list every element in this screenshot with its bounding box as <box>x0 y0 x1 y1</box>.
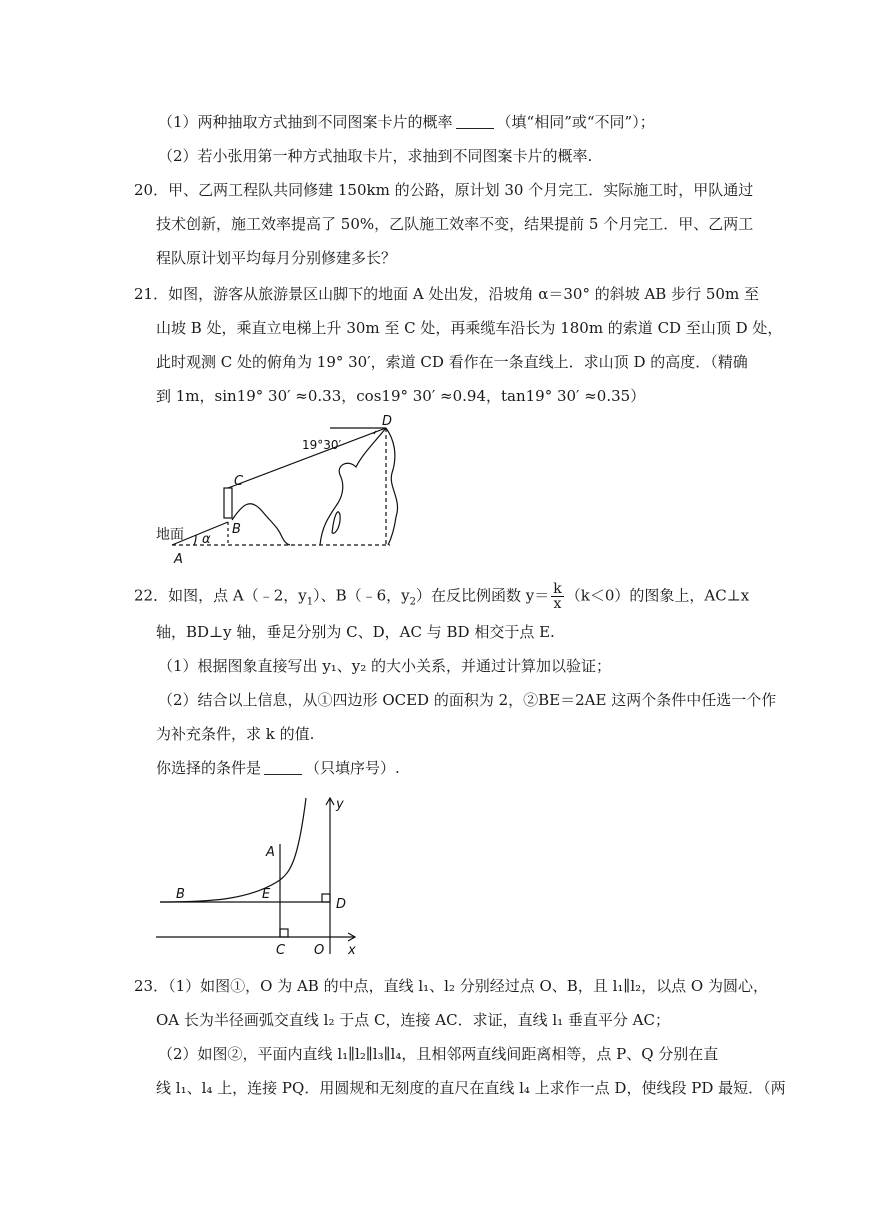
point-B-label: B <box>176 887 185 902</box>
q22-text-b: ）、B（﹣6，y <box>313 586 410 605</box>
q22-choice-text: 你选择的条件是 <box>156 759 262 777</box>
q21-line3: 此时观测 C 处的俯角为 19° 30′，索道 CD 看作在一条直线上．求山顶 D 的高度．（精确 <box>156 353 748 371</box>
fraction-denominator: x <box>553 596 562 612</box>
q20-line2: 技术创新，施工效率提高了 50%，乙队施工效率不变，结果提前 5 个月完工．甲、乙两工 <box>156 215 754 233</box>
q22-line3: （1）根据图象直接写出 y₁、y₂ 的大小关系，并通过计算加以验证； <box>158 657 612 675</box>
q22-sub2: 2 <box>409 596 417 608</box>
q23-line3: （2）如图②，平面内直线 l₁∥l₂∥l₃∥l₄，且相邻两直线间距离相等，点 P、Q 分别在直 <box>158 1045 719 1063</box>
mountain-right <box>386 428 398 545</box>
q22-line5: 为补充条件，求 k 的值. <box>156 725 315 743</box>
alpha-arc <box>194 535 196 545</box>
x-axis-label: x <box>348 943 356 958</box>
point-B-label: B <box>232 522 241 537</box>
q23-line2: OA 长为半径画弧交直线 l₂ 于点 C，连接 AC．求证，直线 l₁ 垂直平分 AC； <box>156 1011 670 1029</box>
point-A-label: A <box>174 552 183 567</box>
q19-part1 <box>158 112 655 132</box>
point-D-label: D <box>382 414 393 429</box>
right-angle-C <box>280 929 288 937</box>
ground-label: 地面 <box>156 527 184 543</box>
q19-part2: （2）若小张用第一种方式抽取卡片，求抽到不同图案卡片的概率. <box>158 147 593 165</box>
q21-line1: 21．如图，游客从旅游景区山脚下的地面 A 处出发，沿坡角 α＝30° 的斜坡 AB 步行 50m 至 <box>134 285 759 303</box>
q21-line4: 到 1m，sin19° 30′ ≈0.33，cos19° 30′ ≈0.94，tan19° 30′ ≈0.35） <box>156 387 646 405</box>
elevator-box <box>224 488 232 518</box>
slope-cable-figure <box>150 415 410 565</box>
q22-line6 <box>156 758 400 778</box>
q19-part1-tail: （填“相同”或“不同”）； <box>496 113 655 131</box>
answer-blank <box>456 114 494 129</box>
q20-line3: 程队原计划平均每月分别修建多长？ <box>156 249 397 267</box>
q20-line1: 20．甲、乙两工程队共同修建 150km 的公路，原计划 30 个月完工．实际施工时，甲队通过 <box>134 181 754 199</box>
point-A-label: A <box>266 845 275 860</box>
point-C-label: C <box>234 474 244 489</box>
choice-blank <box>264 760 302 775</box>
right-angle-D <box>322 894 330 902</box>
inverse-function-figure <box>150 792 370 962</box>
q21-line2: 山坡 B 处，乘直立电梯上升 30m 至 C 处，再乘缆车沿长为 180m 的索道 CD 至山顶 D 处， <box>156 319 783 337</box>
fraction-numerator: k <box>553 581 562 597</box>
point-E-label: E <box>262 887 271 902</box>
point-C-label: C <box>276 943 286 958</box>
q22-line2: 轴，BD⊥y 轴，垂足分别为 C、D，AC 与 BD 相交于点 E. <box>156 623 555 641</box>
q22-line4: （2）结合以上信息，从①四边形 OCED 的面积为 2，②BE＝2AE 这两个条件中任选一个作 <box>158 691 777 709</box>
fraction-k-over-x <box>551 582 563 611</box>
alpha-label: α <box>202 532 211 547</box>
q19-part1-text: （1）两种抽取方式抽到不同图案卡片的概率 <box>158 113 453 131</box>
origin-label: O <box>314 943 325 958</box>
q22-choice-tail: （只填序号）. <box>305 759 400 777</box>
q22-text-d: （k＜0）的图象上，AC⊥x <box>565 586 750 605</box>
rock-1 <box>332 512 340 533</box>
q22-text-a: 22．如图，点 A（﹣2，y <box>134 586 307 605</box>
q22-sub1: 1 <box>306 596 314 608</box>
q22-text-c: ）在反比例函数 y＝ <box>416 586 550 605</box>
angle-label: 19°30′ <box>302 438 342 452</box>
q23-line1: 23．（1）如图①，O 为 AB 的中点，直线 l₁、l₂ 分别经过点 O、B，且 l₁∥l₂，以点 O 为圆心， <box>134 977 768 995</box>
q22-line1 <box>134 582 749 613</box>
y-axis-label: y <box>336 797 344 812</box>
point-D-label: D <box>336 897 347 912</box>
q23-line4: 线 l₁、l₄ 上，连接 PQ．用圆规和无刻度的直尺在直线 l₄ 上求作一点 D，使线段 PD 最短．（两 <box>156 1079 786 1097</box>
